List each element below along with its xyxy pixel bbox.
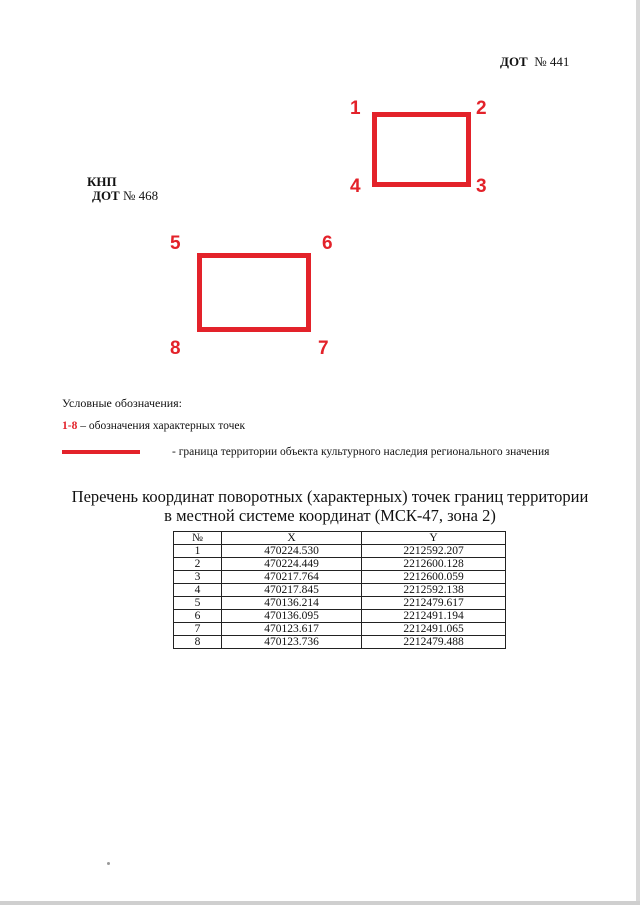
object-label-dot-468 xyxy=(92,188,158,204)
legend-points-entry xyxy=(62,420,245,432)
point-label-6: 6 xyxy=(322,233,333,254)
object-code: ДОТ xyxy=(500,54,528,69)
dot-468-number: № 468 xyxy=(122,188,159,203)
cell-y: 2212600.059 xyxy=(362,571,506,584)
table-row xyxy=(174,545,506,558)
cell-y: 2212479.617 xyxy=(362,597,506,610)
cell-x: 470123.617 xyxy=(222,623,362,636)
point-label-2: 2 xyxy=(476,98,487,119)
point-label-7: 7 xyxy=(318,338,329,359)
cell-y: 2212592.207 xyxy=(362,545,506,558)
cell-x: 470224.449 xyxy=(222,558,362,571)
point-label-1: 1 xyxy=(350,98,361,119)
cell-number: 4 xyxy=(174,584,222,597)
cell-y: 2212592.138 xyxy=(362,584,506,597)
object-heading-dot-441 xyxy=(500,54,569,70)
table-row xyxy=(174,571,506,584)
legend-points-range: 1-8 xyxy=(62,420,78,432)
coordinates-table-title-line-2: в местной системе координат (МСК-47, зона 2) xyxy=(164,506,496,525)
boundary-rect-dot-468 xyxy=(197,253,311,332)
cell-y: 2212479.488 xyxy=(362,636,506,649)
column-header-y: Y xyxy=(362,532,506,545)
cell-number: 7 xyxy=(174,623,222,636)
table-row xyxy=(174,597,506,610)
cell-number: 6 xyxy=(174,610,222,623)
cell-number: 1 xyxy=(174,545,222,558)
legend-points-text: – обозначения характерных точек xyxy=(77,420,246,432)
table-header-row xyxy=(174,532,506,545)
knp-label: КНП xyxy=(87,174,117,189)
table-row xyxy=(174,636,506,649)
legend-boundary-text: - граница территории объекта культурного наследия регионального значения xyxy=(172,446,550,458)
table-row xyxy=(174,610,506,623)
coordinates-table xyxy=(173,531,506,649)
coordinates-table-title-line-1: Перечень координат поворотных (характерных) точек границ территории xyxy=(71,487,589,506)
table-row xyxy=(174,623,506,636)
scan-bottom-edge xyxy=(0,901,640,905)
table-row xyxy=(174,584,506,597)
dot-468-code: ДОТ xyxy=(92,188,120,203)
cell-number: 3 xyxy=(174,571,222,584)
cell-y: 2212491.194 xyxy=(362,610,506,623)
cell-number: 5 xyxy=(174,597,222,610)
cell-x: 470136.214 xyxy=(222,597,362,610)
column-header-number: № xyxy=(174,532,222,545)
boundary-rect-dot-441 xyxy=(372,112,471,187)
scan-speck xyxy=(107,862,110,865)
cell-number: 8 xyxy=(174,636,222,649)
cell-x: 470224.530 xyxy=(222,545,362,558)
point-label-8: 8 xyxy=(170,338,181,359)
object-number: № 441 xyxy=(534,54,570,69)
cell-y: 2212491.065 xyxy=(362,623,506,636)
legend-boundary-line-swatch xyxy=(62,450,140,454)
cell-x: 470217.845 xyxy=(222,584,362,597)
cell-x: 470123.736 xyxy=(222,636,362,649)
cell-number: 2 xyxy=(174,558,222,571)
scan-right-edge xyxy=(636,0,640,905)
column-header-x: X xyxy=(222,532,362,545)
cell-x: 470136.095 xyxy=(222,610,362,623)
cell-y: 2212600.128 xyxy=(362,558,506,571)
coordinates-table-title xyxy=(60,487,600,525)
table-row xyxy=(174,558,506,571)
point-label-5: 5 xyxy=(170,233,181,254)
cell-x: 470217.764 xyxy=(222,571,362,584)
legend-title: Условные обозначения: xyxy=(62,396,183,410)
point-label-4: 4 xyxy=(350,176,361,197)
point-label-3: 3 xyxy=(476,176,487,197)
